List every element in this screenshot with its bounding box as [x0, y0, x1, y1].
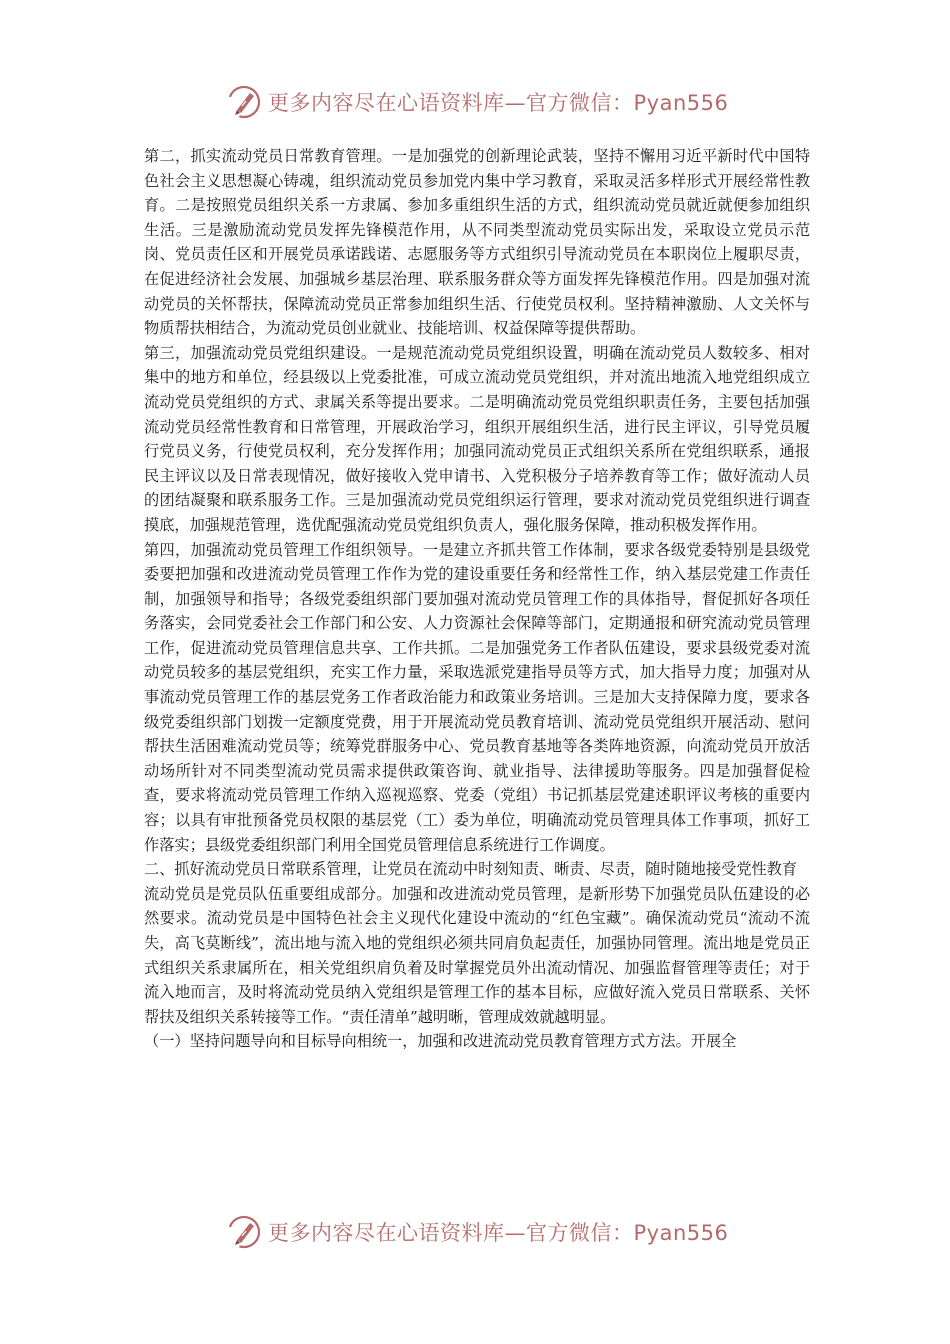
subsection-heading: （一）坚持问题导向和目标导向相统一，加强和改进流动党员教育管理方式方法。开展全 — [144, 1032, 737, 1051]
footer-watermark-banner — [226, 1212, 746, 1252]
document-body — [144, 144, 810, 1054]
watermark-text: 更多内容尽在心语资料库—官方微信：Pyan556 — [268, 1221, 729, 1245]
body-paragraph: 第四，加强流动党员管理工作组织领导。一是建立齐抓共管工作体制，要求各级党委特别是县级党委要把加强和改进流动党员管理工作作为党的建设重要任务和经常性工作，纳入基层党建工作责任制，加强领导和指导；各级党委组织部门要加强对流动党员管理工作的具体指导，督促抓好各项任务落实，会同党委社会工作部门和公安、人力资源社会保障等部门，定期通报和研究流动党员管理工作，促进流动党员管理信息共享、工作共抓。二是加强党务工作者队伍建设，要求县级党委对流动党员较多的基层党组织，充实工作力量，采取选派党建指导员等方式，加大指导力度；加强对从事流动党员管理工作的基层党务工作者政治能力和政策业务培训。三是加大支持保障力度，要求各级党委组织部门划拨一定额度党费，用于开展流动党员教育培训、流动党员党组织开展活动、慰问帮扶生活困难流动党员等；统筹党群服务中心、党员教育基地等各类阵地资源，向流动党员开放活动场所针对不同类型流动党员需求提供政策咨询、就业指导、法律援助等服务。四是加强督促检查，要求将流动党员管理工作纳入巡视巡察、党委（党组）书记抓基层党建述职评议考核的重要内容；以具有审批预备党员权限的基层党（工）委为单位，明确流动党员管理具体工作事项，抓好工作落实；县级党委组织部门利用全国党员管理信息系统进行工作调度。 — [144, 540, 810, 854]
section-heading: 二、抓好流动党员日常联系管理，让党员在流动中时刻知责、晰责、尽责，随时随地接受党性教育 — [144, 860, 798, 879]
watermark-text: 更多内容尽在心语资料库—官方微信：Pyan556 — [268, 91, 729, 115]
body-paragraph: 第三，加强流动党员党组织建设。一是规范流动党员党组织设置，明确在流动党员人数较多、相对集中的地方和单位，经县级以上党委批准，可成立流动党员党组织，并对流出地流入地党组织成立流动党员党组织的方式、隶属关系等提出要求。二是明确流动党员党组织职责任务，主要包括加强流动党员经常性教育和日常管理，开展政治学习，组织开展组织生活，进行民主评议，引导党员履行党员义务，行使党员权利，充分发挥作用；加强同流动党员正式组织关系所在党组织联系，通报民主评议以及日常表现情况，做好接收入党申请书、入党积极分子培养教育等工作；做好流动人员的团结凝聚和联系服务工作。三是加强流动党员党组织运行管理，要求对流动党员党组织进行调查摸底，加强规范管理，选优配强流动党员党组织负责人，强化服务保障，推动积极发挥作用。 — [144, 343, 810, 534]
header-watermark-banner — [226, 82, 746, 122]
body-paragraph: 第二，抓实流动党员日常教育管理。一是加强党的创新理论武装，坚持不懈用习近平新时代中国特色社会主义思想凝心铸魂，组织流动党员参加党内集中学习教育，采取灵活多样形式开展经常性教育。二是按照党员组织关系一方隶属、参加多重组织生活的方式，组织流动党员就近就便参加组织生活。三是激励流动党员发挥先锋模范作用，从不同类型流动党员实际出发，采取设立党员示范岗、党员责任区和开展党员承诺践诺、志愿服务等方式组织引导流动党员在本职岗位上履职尽责，在促进经济社会发展、加强城乡基层治理、联系服务群众等方面发挥先锋模范作用。四是加强对流动党员的关怀帮扶，保障流动党员正常参加组织生活、行使党员权利。坚持精神激励、人文关怀与物质帮扶相结合，为流动党员创业就业、技能培训、权益保障等提供帮助。 — [144, 147, 810, 338]
body-paragraph: 流动党员是党员队伍重要组成部分。加强和改进流动党员管理，是新形势下加强党员队伍建设的必然要求。流动党员是中国特色社会主义现代化建设中流动的“红色宝藏”。确保流动党员“流动不流失，高飞莫断线”，流出地与流入地的党组织必须共同肩负起责任，加强协同管理。流出地是党员正式组织关系隶属所在，相关党组织肩负着及时掌握党员外出流动情况、加强监督管理等责任；对于流入地而言，及时将流动党员纳入党组织是管理工作的基本目标，应做好流入党员日常联系、关怀帮扶及组织关系转接等工作。“责任清单”越明晰，管理成效就越明显。 — [144, 884, 810, 1026]
pen-nib-logo-icon — [226, 1214, 262, 1250]
pen-nib-logo-icon — [226, 84, 262, 120]
